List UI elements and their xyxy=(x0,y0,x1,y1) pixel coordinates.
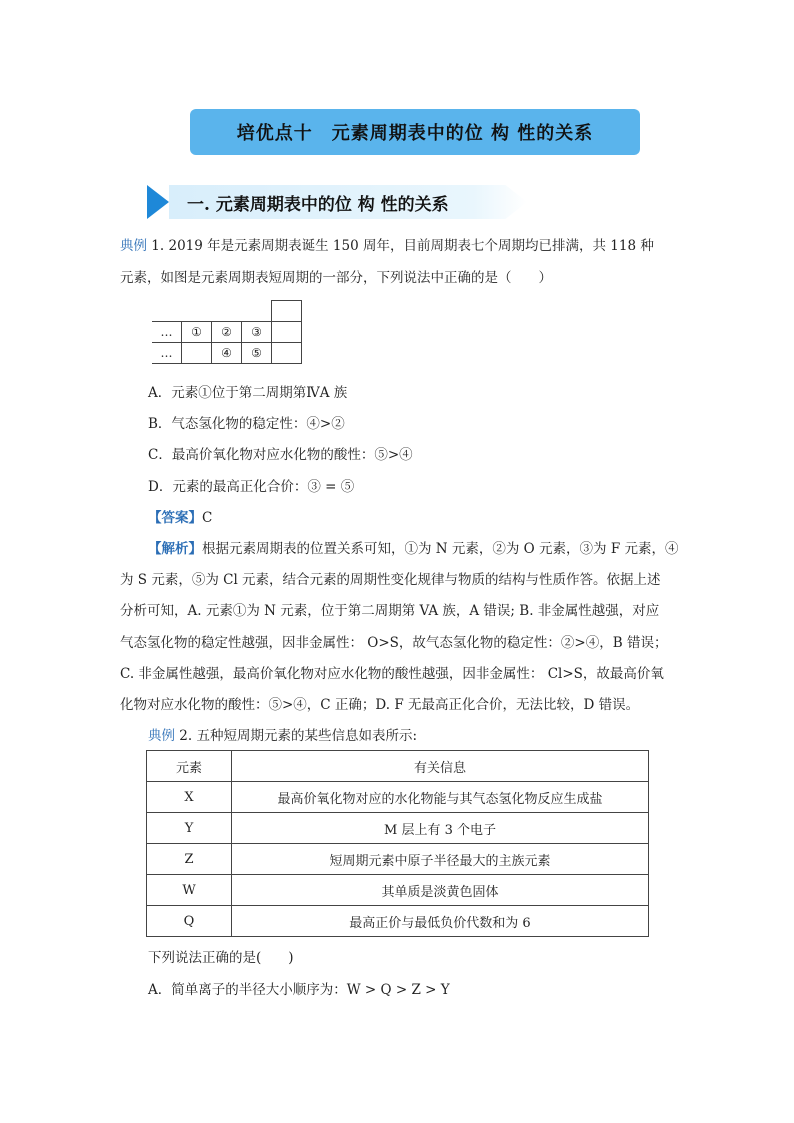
table-cell: ⑤ xyxy=(242,343,272,364)
table-row xyxy=(152,343,302,364)
example2-stem xyxy=(148,726,708,746)
table-cell: Z xyxy=(147,844,232,875)
option-b: B．气态氢化物的稳定性：④>② xyxy=(148,416,345,432)
table-cell: ② xyxy=(212,322,242,343)
example2-number: 2. xyxy=(179,728,193,744)
table-cell xyxy=(272,343,302,364)
analysis-line4: 气态氢化物的稳定性越强，因非金属性： O>S，故气态氢化物的稳定性：②>④，B 错误； xyxy=(120,635,668,651)
analysis-line2: 为 S 元素，⑤为 Cl 元素，结合元素的周期性变化规律与物质的结构与性质作答。依据上述 xyxy=(120,572,661,588)
table-row xyxy=(147,813,649,844)
example1-stem-text1: 2019 年是元素周期表诞生 150 周年，目前周期表七个周期均已排满，共 118 种 xyxy=(168,238,654,254)
table-cell: W xyxy=(147,875,232,906)
example1-stem-line1 xyxy=(120,236,680,256)
analysis-line1 xyxy=(148,539,708,559)
option-d: D．元素的最高正化合价：③ = ⑤ xyxy=(148,479,355,495)
table-cell: X xyxy=(147,782,232,813)
example2-label: 典例 xyxy=(148,728,175,744)
option-c: C．最高价氧化物对应水化物的酸性：⑤>④ xyxy=(148,447,413,463)
example1-stem-line2: 元素，如图是元素周期表短周期的一部分，下列说法中正确的是（ ） xyxy=(120,270,552,286)
table-cell: 最高正价与最低负价代数和为 6 xyxy=(232,906,649,937)
example1-number: 1. xyxy=(151,238,165,254)
table-row xyxy=(147,782,649,813)
table-cell: M 层上有 3 个电子 xyxy=(232,813,649,844)
example1-label: 典例 xyxy=(120,238,147,254)
table-row xyxy=(152,322,302,343)
table-row xyxy=(147,906,649,937)
column-header: 元素 xyxy=(147,751,232,782)
section-heading-text: 一. 元素周期表中的位 构 性的关系 xyxy=(187,195,449,215)
analysis-line6: 化物对应水化物的酸性：⑤>④，C 正确；D. F 无最高正化合价，无法比较，D 错误。 xyxy=(120,697,640,713)
table-cell: … xyxy=(152,322,182,343)
table-cell: … xyxy=(152,343,182,364)
analysis-line3: 分析可知，A. 元素①为 N 元素，位于第二周期第 VA 族，A 错误; B. 非金属性越强，对应 xyxy=(120,603,660,619)
table-cell: 短周期元素中原子半径最大的主族元素 xyxy=(232,844,649,875)
answer-label: 【答案】 xyxy=(148,510,202,526)
table-cell: Y xyxy=(147,813,232,844)
page-title: 培优点十 元素周期表中的位 构 性的关系 xyxy=(236,123,594,144)
table-row xyxy=(152,301,302,322)
analysis-line5: C. 非金属性越强，最高价氧化物对应水化物的酸性越强，因非金属性： Cl>S，故最高价氧 xyxy=(120,666,664,682)
table-cell: ④ xyxy=(212,343,242,364)
example2-stem-text: 五种短周期元素的某些信息如表所示: xyxy=(196,728,418,744)
example2-option-a: A．简单离子的半径大小顺序为：W > Q > Z > Y xyxy=(148,982,450,998)
section-heading xyxy=(147,185,527,219)
table-header-row xyxy=(147,751,649,782)
table-cell: 其单质是淡黄色固体 xyxy=(232,875,649,906)
analysis-label: 【解析】 xyxy=(148,541,202,557)
table-cell: ③ xyxy=(242,322,272,343)
periodic-table-fragment xyxy=(152,300,302,364)
column-header: 有关信息 xyxy=(232,751,649,782)
table-cell: 最高价氧化物对应的水化物能与其气态氢化物反应生成盐 xyxy=(232,782,649,813)
element-info-table xyxy=(146,750,649,937)
title-banner xyxy=(190,109,640,155)
answer-value: C xyxy=(202,510,213,526)
answer-line xyxy=(148,508,708,528)
table-cell: Q xyxy=(147,906,232,937)
table-row xyxy=(147,844,649,875)
table-cell xyxy=(272,322,302,343)
option-a: A．元素①位于第二周期第ⅣA 族 xyxy=(148,385,348,401)
analysis-text1: 根据元素周期表的位置关系可知，①为 N 元素，②为 O 元素，③为 F 元素，④ xyxy=(202,541,679,557)
table-cell xyxy=(182,343,212,364)
table-row xyxy=(147,875,649,906)
section-arrow-icon xyxy=(147,185,169,219)
table-cell: ① xyxy=(182,322,212,343)
example2-question: 下列说法正确的是( ) xyxy=(148,950,294,966)
